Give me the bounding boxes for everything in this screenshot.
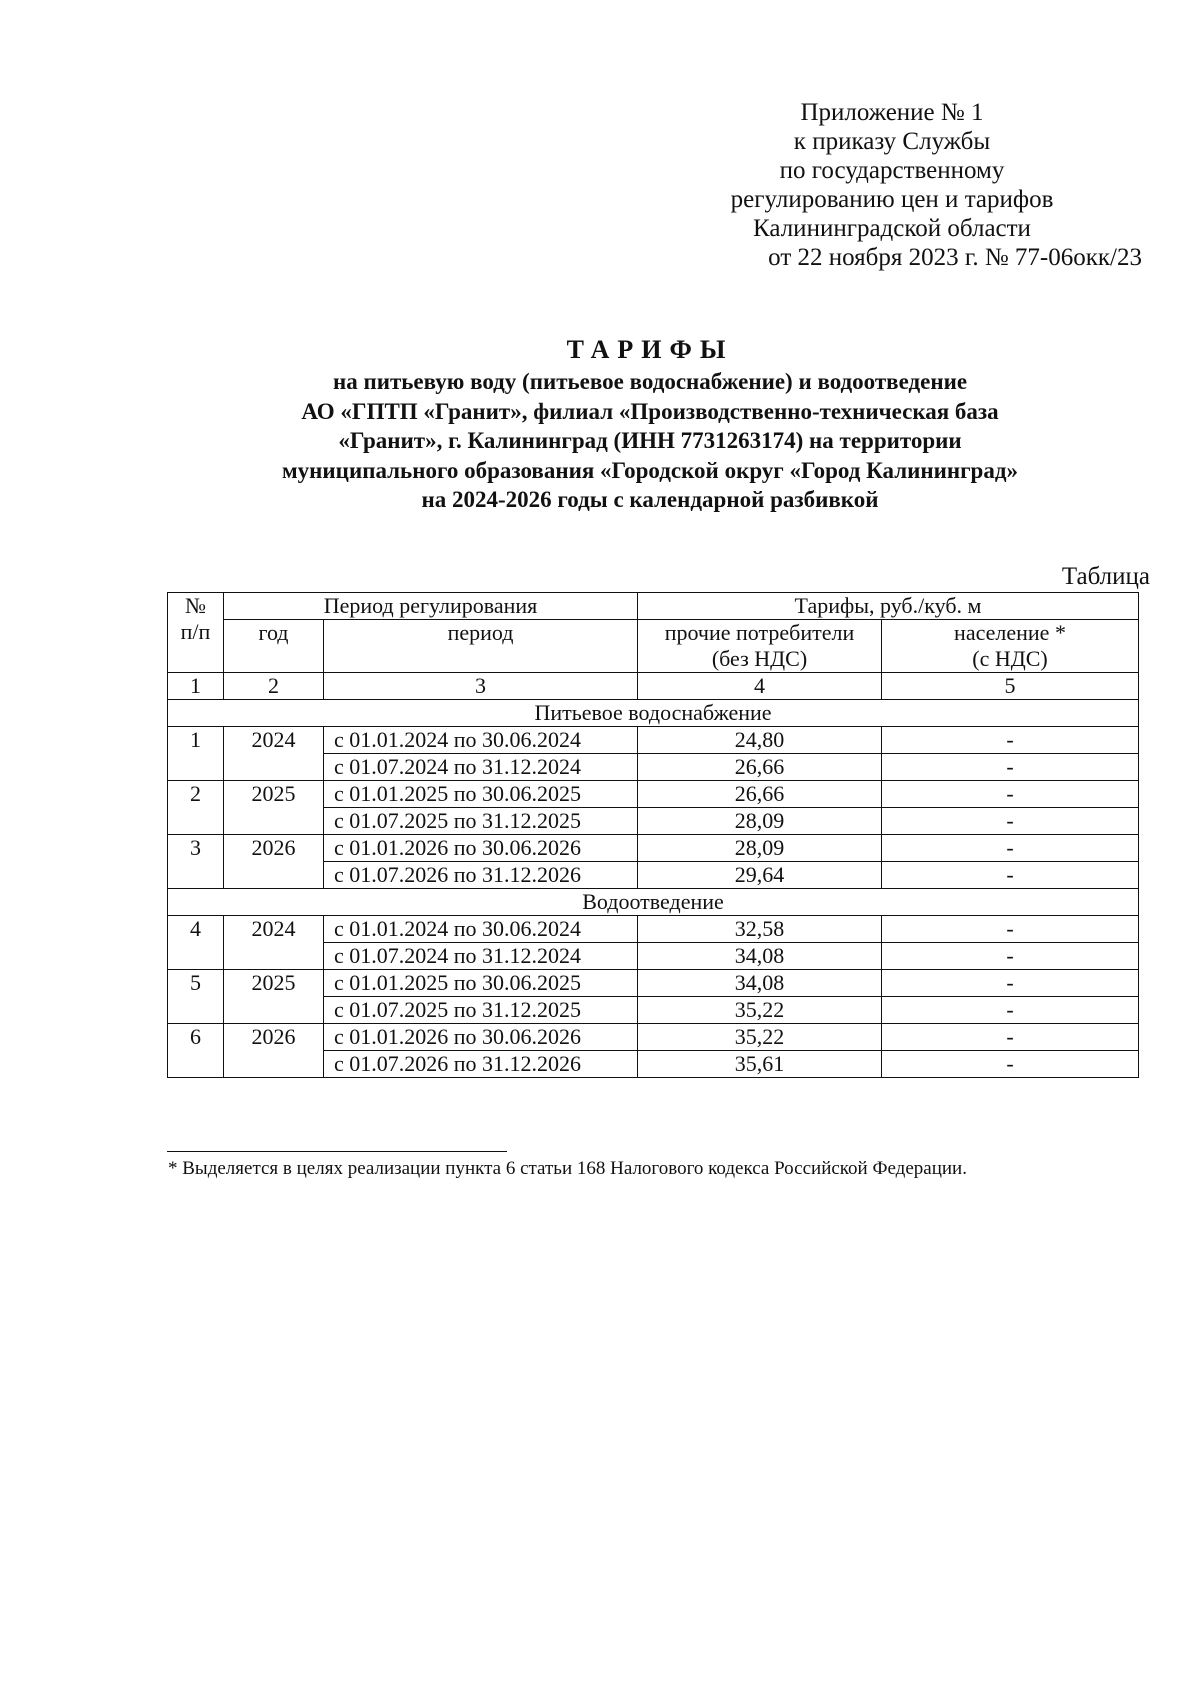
row-population-tariff: - xyxy=(882,916,1139,943)
row-num: 2 xyxy=(168,781,224,835)
table-row xyxy=(168,916,1139,943)
row-year: 2025 xyxy=(224,970,324,1024)
header-year: год xyxy=(224,620,324,673)
row-population-tariff: - xyxy=(882,727,1139,754)
row-population-tariff: - xyxy=(882,835,1139,862)
header-period-group: Период регулирования xyxy=(224,593,638,620)
row-population-tariff: - xyxy=(882,1051,1139,1078)
header-other-line: прочие потребители xyxy=(664,620,855,645)
row-period: с 01.01.2026 по 30.06.2026 xyxy=(324,1024,638,1051)
row-population-tariff: - xyxy=(882,1024,1139,1051)
row-population-tariff: - xyxy=(882,970,1139,997)
column-number: 5 xyxy=(882,673,1139,700)
annex-line: Калининградской области xyxy=(753,215,1031,242)
row-population-tariff: - xyxy=(882,808,1139,835)
row-other-tariff: 35,61 xyxy=(638,1051,882,1078)
column-number: 1 xyxy=(168,673,224,700)
header-tariffs-group: Тарифы, руб./куб. м xyxy=(638,593,1139,620)
row-year: 2024 xyxy=(224,916,324,970)
header-population-line: население * xyxy=(954,620,1066,645)
title-block xyxy=(100,335,1200,515)
row-period: с 01.07.2025 по 31.12.2025 xyxy=(324,808,638,835)
row-period: с 01.01.2024 по 30.06.2024 xyxy=(324,916,638,943)
footnote: * Выделяется в целях реализации пункта 6 статьи 168 Налогового кодекса Российской Федерации. xyxy=(168,1158,967,1179)
row-other-tariff: 28,09 xyxy=(638,808,882,835)
table-row xyxy=(168,835,1139,862)
row-period: с 01.01.2025 по 30.06.2025 xyxy=(324,781,638,808)
header-num-symbol: № xyxy=(185,593,206,618)
subtitle-line: муниципального образования «Городской округ «Город Калининград» xyxy=(282,457,1018,483)
row-year: 2026 xyxy=(224,1024,324,1078)
header-other-line: (без НДС) xyxy=(711,646,808,671)
row-population-tariff: - xyxy=(882,943,1139,970)
row-population-tariff: - xyxy=(882,781,1139,808)
subtitle-line: на питьевую воду (питьевое водоснабжение) и водоотведение xyxy=(332,369,968,394)
row-period: с 01.01.2024 по 30.06.2024 xyxy=(324,727,638,754)
section-title: Водоотведение xyxy=(168,889,1139,916)
table-row xyxy=(168,1024,1139,1051)
column-number: 4 xyxy=(638,673,882,700)
row-population-tariff: - xyxy=(882,862,1139,889)
row-other-tariff: 35,22 xyxy=(638,997,882,1024)
header-row xyxy=(168,620,1139,673)
table-caption: Таблица xyxy=(1061,563,1150,590)
row-other-tariff: 24,80 xyxy=(638,727,882,754)
header-num-label: п/п xyxy=(180,619,211,644)
row-other-tariff: 35,22 xyxy=(638,1024,882,1051)
row-other-tariff: 34,08 xyxy=(638,943,882,970)
header-row xyxy=(168,593,1139,620)
column-number: 2 xyxy=(224,673,324,700)
row-other-tariff: 26,66 xyxy=(638,781,882,808)
annex-block xyxy=(642,98,1142,272)
header-other-consumers xyxy=(638,620,882,673)
table-row xyxy=(168,970,1139,997)
annex-line: от 22 ноября 2023 г. № 77-06окк/23 xyxy=(768,244,1142,271)
row-other-tariff: 29,64 xyxy=(638,862,882,889)
row-num: 4 xyxy=(168,916,224,970)
subtitle-line: «Гранит», г. Калининград (ИНН 7731263174) на территории xyxy=(338,428,962,453)
annex-line: регулированию цен и тарифов xyxy=(730,186,1054,213)
column-number: 3 xyxy=(324,673,638,700)
row-num: 5 xyxy=(168,970,224,1024)
column-number-row xyxy=(168,673,1139,700)
header-population xyxy=(882,620,1139,673)
row-population-tariff: - xyxy=(882,997,1139,1024)
row-year: 2025 xyxy=(224,781,324,835)
subtitle-line: АО «ГПТП «Гранит», филиал «Производственно-техническая база xyxy=(301,398,999,424)
header-population-line: (с НДС) xyxy=(972,646,1048,671)
row-period: с 01.01.2026 по 30.06.2026 xyxy=(324,835,638,862)
row-period: с 01.01.2025 по 30.06.2025 xyxy=(324,970,638,997)
row-num: 3 xyxy=(168,835,224,889)
row-num: 6 xyxy=(168,1024,224,1078)
table-row xyxy=(168,727,1139,754)
row-year: 2024 xyxy=(224,727,324,781)
section-row xyxy=(168,700,1139,727)
subtitle-line: на 2024-2026 годы с календарной разбивкой xyxy=(421,487,879,512)
annex-line: по государственному xyxy=(779,157,1005,184)
annex-line: Приложение № 1 xyxy=(800,99,984,126)
row-period: с 01.07.2024 по 31.12.2024 xyxy=(324,943,638,970)
footnote-divider xyxy=(167,1151,507,1152)
tariffs-table xyxy=(167,592,1139,1078)
row-other-tariff: 28,09 xyxy=(638,835,882,862)
header-num xyxy=(168,593,224,673)
row-year: 2026 xyxy=(224,835,324,889)
row-period: с 01.07.2026 по 31.12.2026 xyxy=(324,862,638,889)
row-period: с 01.07.2026 по 31.12.2026 xyxy=(324,1051,638,1078)
section-row xyxy=(168,889,1139,916)
row-period: с 01.07.2024 по 31.12.2024 xyxy=(324,754,638,781)
row-population-tariff: - xyxy=(882,754,1139,781)
row-other-tariff: 34,08 xyxy=(638,970,882,997)
row-num: 1 xyxy=(168,727,224,781)
document-title: ТАРИФЫ xyxy=(566,335,734,364)
section-title: Питьевое водоснабжение xyxy=(168,700,1139,727)
table-row xyxy=(168,781,1139,808)
annex-line: к приказу Службы xyxy=(793,128,991,155)
header-period: период xyxy=(324,620,638,673)
row-period: с 01.07.2025 по 31.12.2025 xyxy=(324,997,638,1024)
row-other-tariff: 32,58 xyxy=(638,916,882,943)
row-other-tariff: 26,66 xyxy=(638,754,882,781)
